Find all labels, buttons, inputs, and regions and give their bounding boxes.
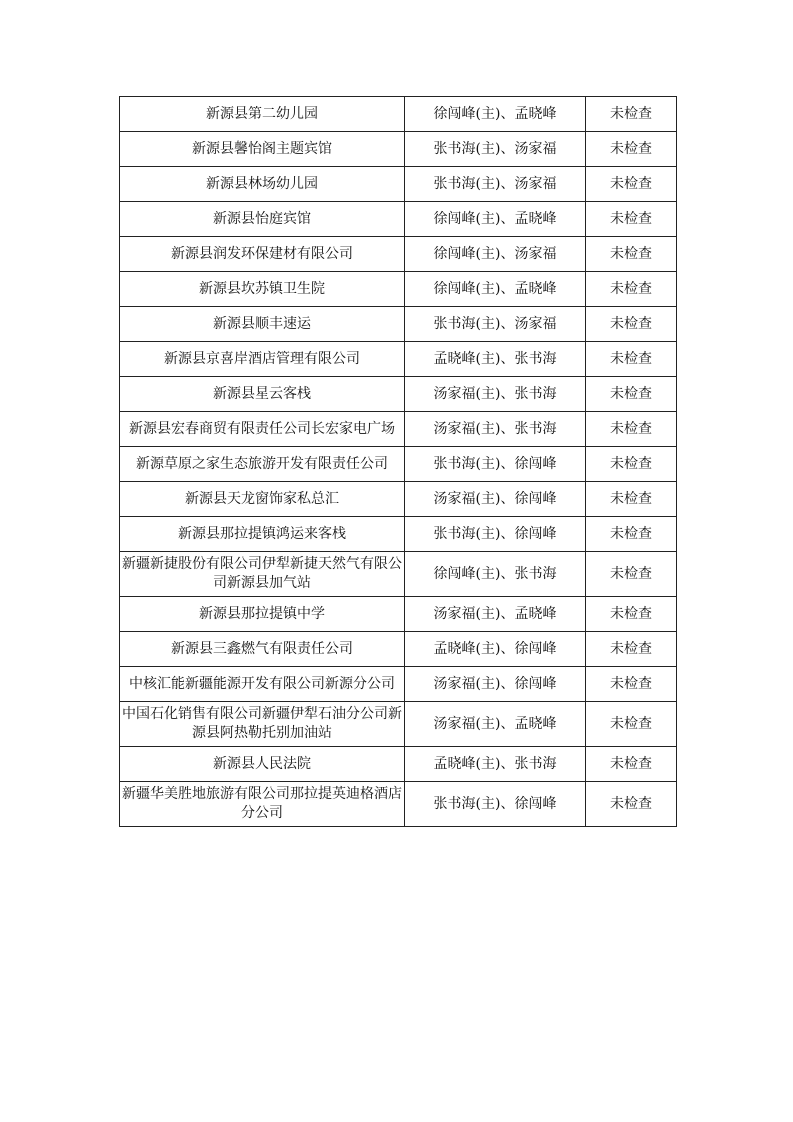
status-cell: 未检查 (586, 552, 677, 597)
inspector-cell: 孟晓峰(主)、张书海 (405, 342, 586, 377)
inspector-cell: 张书海(主)、汤家福 (405, 167, 586, 202)
unit-name-cell: 新源草原之家生态旅游开发有限责任公司 (120, 447, 405, 482)
inspector-cell: 张书海(主)、汤家福 (405, 132, 586, 167)
status-cell: 未检查 (586, 237, 677, 272)
inspector-cell: 汤家福(主)、孟晓峰 (405, 702, 586, 747)
status-cell: 未检查 (586, 202, 677, 237)
inspection-table-body (120, 97, 677, 827)
inspector-cell: 汤家福(主)、徐闯峰 (405, 667, 586, 702)
unit-name-cell: 中核汇能新疆能源开发有限公司新源分公司 (120, 667, 405, 702)
table-row (120, 272, 677, 307)
unit-name-cell: 新源县宏春商贸有限责任公司长宏家电广场 (120, 412, 405, 447)
unit-name-cell: 新源县怡庭宾馆 (120, 202, 405, 237)
inspector-cell: 徐闯峰(主)、汤家福 (405, 237, 586, 272)
inspection-table (119, 96, 677, 827)
inspector-cell: 徐闯峰(主)、张书海 (405, 552, 586, 597)
table-row (120, 702, 677, 747)
unit-name-cell: 中国石化销售有限公司新疆伊犁石油分公司新源县阿热勒托别加油站 (120, 702, 405, 747)
table-row (120, 167, 677, 202)
inspector-cell: 徐闯峰(主)、孟晓峰 (405, 272, 586, 307)
table-row (120, 447, 677, 482)
unit-name-cell: 新源县第二幼儿园 (120, 97, 405, 132)
status-cell: 未检查 (586, 597, 677, 632)
table-row (120, 377, 677, 412)
status-cell: 未检查 (586, 342, 677, 377)
status-cell: 未检查 (586, 632, 677, 667)
unit-name-cell: 新源县人民法院 (120, 747, 405, 782)
unit-name-cell: 新源县那拉提镇鸿运来客栈 (120, 517, 405, 552)
unit-name-cell: 新源县京喜岸酒店管理有限公司 (120, 342, 405, 377)
unit-name-cell: 新疆新捷股份有限公司伊犁新捷天然气有限公司新源县加气站 (120, 552, 405, 597)
table-row (120, 597, 677, 632)
inspector-cell: 汤家福(主)、徐闯峰 (405, 482, 586, 517)
table-row (120, 237, 677, 272)
table-row (120, 667, 677, 702)
status-cell: 未检查 (586, 377, 677, 412)
table-row (120, 482, 677, 517)
unit-name-cell: 新源县那拉提镇中学 (120, 597, 405, 632)
unit-name-cell: 新源县三鑫燃气有限责任公司 (120, 632, 405, 667)
inspector-cell: 张书海(主)、徐闯峰 (405, 517, 586, 552)
inspector-cell: 汤家福(主)、张书海 (405, 412, 586, 447)
status-cell: 未检查 (586, 482, 677, 517)
inspector-cell: 张书海(主)、徐闯峰 (405, 447, 586, 482)
unit-name-cell: 新源县坎苏镇卫生院 (120, 272, 405, 307)
inspector-cell: 孟晓峰(主)、张书海 (405, 747, 586, 782)
status-cell: 未检查 (586, 667, 677, 702)
unit-name-cell: 新源县顺丰速运 (120, 307, 405, 342)
table-row (120, 747, 677, 782)
inspector-cell: 孟晓峰(主)、徐闯峰 (405, 632, 586, 667)
table-row (120, 517, 677, 552)
status-cell: 未检查 (586, 132, 677, 167)
table-row (120, 412, 677, 447)
table-row (120, 132, 677, 167)
unit-name-cell: 新源县馨怡阁主题宾馆 (120, 132, 405, 167)
inspector-cell: 汤家福(主)、张书海 (405, 377, 586, 412)
table-row (120, 97, 677, 132)
unit-name-cell: 新源县天龙窗饰家私总汇 (120, 482, 405, 517)
unit-name-cell: 新源县润发环保建材有限公司 (120, 237, 405, 272)
status-cell: 未检查 (586, 272, 677, 307)
status-cell: 未检查 (586, 167, 677, 202)
status-cell: 未检查 (586, 447, 677, 482)
table-row (120, 307, 677, 342)
inspector-cell: 张书海(主)、徐闯峰 (405, 782, 586, 827)
table-row (120, 552, 677, 597)
status-cell: 未检查 (586, 412, 677, 447)
table-row (120, 342, 677, 377)
unit-name-cell: 新源县林场幼儿园 (120, 167, 405, 202)
inspector-cell: 徐闯峰(主)、孟晓峰 (405, 97, 586, 132)
inspector-cell: 徐闯峰(主)、孟晓峰 (405, 202, 586, 237)
status-cell: 未检查 (586, 517, 677, 552)
unit-name-cell: 新疆华美胜地旅游有限公司那拉提英迪格酒店分公司 (120, 782, 405, 827)
inspector-cell: 汤家福(主)、孟晓峰 (405, 597, 586, 632)
table-row (120, 202, 677, 237)
status-cell: 未检查 (586, 747, 677, 782)
status-cell: 未检查 (586, 97, 677, 132)
status-cell: 未检查 (586, 307, 677, 342)
inspector-cell: 张书海(主)、汤家福 (405, 307, 586, 342)
table-row (120, 782, 677, 827)
table-row (120, 632, 677, 667)
status-cell: 未检查 (586, 782, 677, 827)
status-cell: 未检查 (586, 702, 677, 747)
unit-name-cell: 新源县星云客栈 (120, 377, 405, 412)
